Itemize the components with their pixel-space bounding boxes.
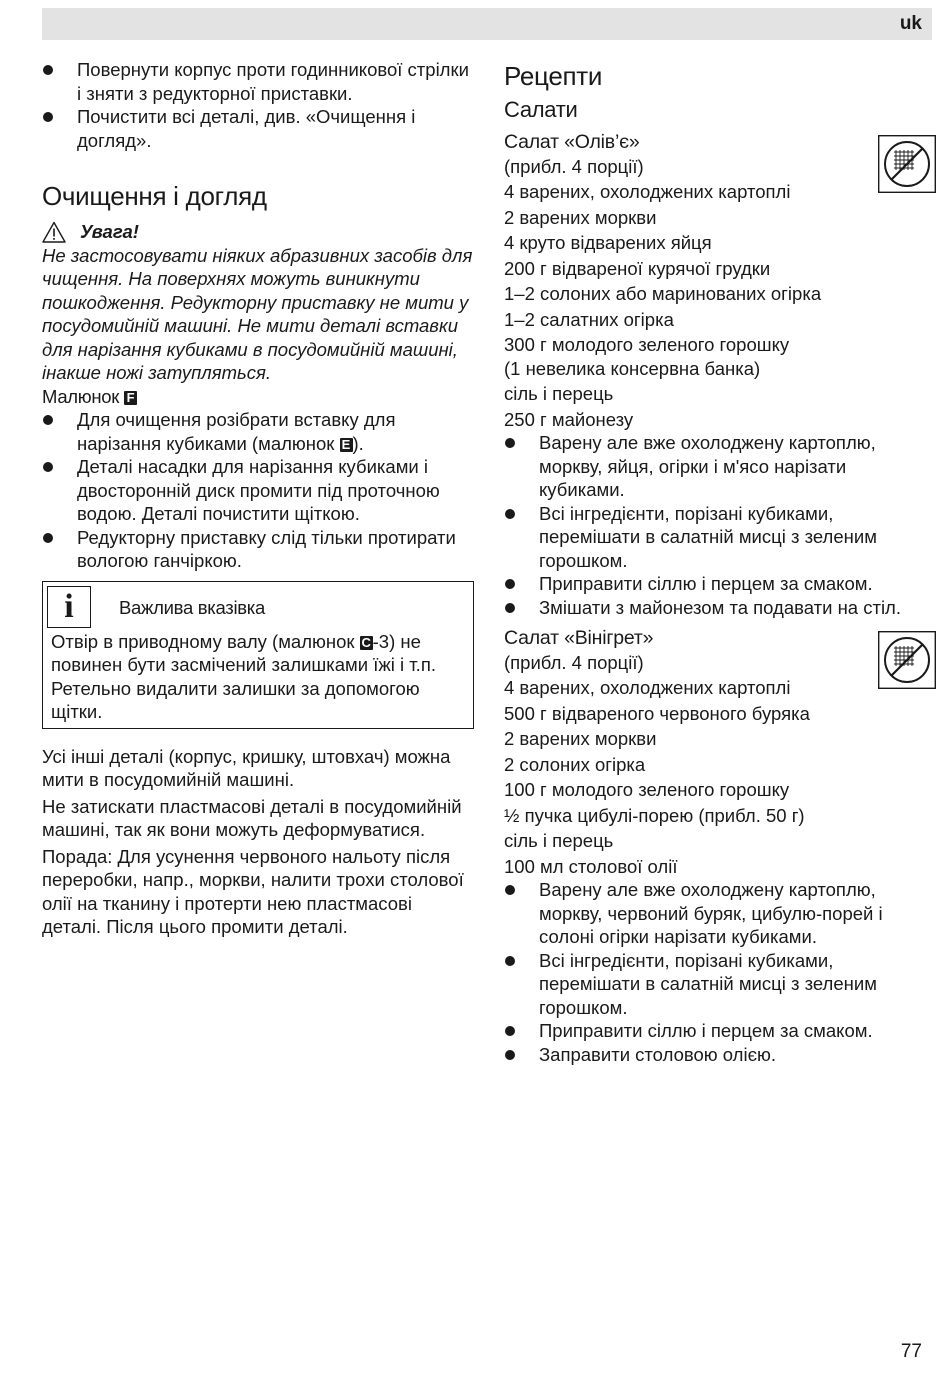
ingredient-line: (1 невелика консервна банка) xyxy=(504,357,761,379)
tip-paragraph xyxy=(42,845,474,939)
ingredient-line: 4 варених, охолоджених картоплі xyxy=(504,677,791,698)
important-note-text xyxy=(51,630,465,724)
figure-key-badge: E xyxy=(340,438,353,452)
list-item: Всі інгредієнти, порізані кубиками, перемішати в салатній мисці з зеленим горошком. xyxy=(504,502,936,573)
ingredient-line: 1–2 солоних або маринованих огірка xyxy=(504,283,822,304)
info-icon: i xyxy=(47,586,91,628)
salad-olivier-steps xyxy=(504,431,936,619)
language-code: uk xyxy=(899,13,922,34)
page-number: 77 xyxy=(900,1341,922,1362)
ingredient-line: 2 солоних огірка xyxy=(504,753,646,775)
ingredient-line: (прибл. 4 порції) xyxy=(504,651,644,673)
list-item xyxy=(42,408,474,455)
ingredient-line: 100 г молодого зеленого горошку xyxy=(504,779,790,800)
intro-bullet-list xyxy=(42,58,474,152)
salads-title: Салати xyxy=(504,97,578,122)
ingredient-line: 500 г відвареного червоного буряка xyxy=(504,702,810,724)
list-item: Змішати з майонезом та подавати на стіл. xyxy=(504,596,936,620)
list-item: Почистити всі деталі, див. «Очищення і догляд». xyxy=(42,105,474,152)
list-item: Повернути корпус проти годинникової стрілки і зняти з редукторної приставки. xyxy=(42,58,474,105)
no-dishwasher-icon xyxy=(878,135,936,193)
ingredient-line: 2 варених моркви xyxy=(504,728,657,749)
cleaning-bullet-list xyxy=(42,408,474,573)
tip-label: Порада: xyxy=(42,845,113,867)
important-note-header xyxy=(51,586,465,630)
ingredient-line: 300 г молодого зеленого горошку xyxy=(504,334,790,355)
salad-olivier xyxy=(504,131,936,619)
tip-text: Для усунення червоного нальоту після переробки, напр., моркви, налити трохи столової олії на тканину і протерти нею пластмасові деталі. Після цього промити деталі. xyxy=(42,845,464,937)
warning-heading xyxy=(42,220,474,244)
ingredient-line: 250 г майонезу xyxy=(504,408,634,430)
note-text: -3) не повинен бути засмічений залишками їжі і т.п. Ретельно видалити залишки за допомогою щітки. xyxy=(51,630,436,722)
ingredient-line: 2 варених моркви xyxy=(504,206,657,228)
bullet-text: Для очищення розібрати вставку для нарізання кубиками (малюнок xyxy=(77,409,396,454)
list-item: Приправити сіллю і перцем за смаком. xyxy=(504,572,936,596)
figure-label-text: Малюнок xyxy=(42,385,120,407)
salad-vinaigrette xyxy=(504,627,936,1066)
ingredient-line: ½ пучка цибулі-порею (прибл. 50 г) xyxy=(504,804,805,826)
figure-key-badge: C xyxy=(361,634,371,650)
ingredient-line: 1–2 салатних огірка xyxy=(504,308,674,330)
salad-olivier-title: Салат «Олів’є» xyxy=(504,131,640,153)
important-note-box xyxy=(42,581,474,729)
recipes-title: Рецепти xyxy=(504,61,603,91)
list-item: Заправити столовою олією. xyxy=(504,1043,936,1067)
list-item: Редукторну приставку слід тільки протирати вологою ганчіркою. xyxy=(42,526,474,573)
ingredient-line: сіль і перець xyxy=(504,383,614,404)
list-item: Варену але вже охолоджену картоплю, моркву, червоний буряк, цибулю-порей і солоні огірки нарізати кубиками. xyxy=(504,878,936,949)
note-text: Отвір в приводному валу (малюнок xyxy=(51,630,360,652)
ingredient-line: 4 круто відварених яйця xyxy=(504,232,712,253)
list-item: Всі інгредієнти, порізані кубиками, перемішати в салатній мисці з зеленим горошком. xyxy=(504,949,936,1020)
warning-triangle-icon xyxy=(42,221,66,243)
left-column xyxy=(42,58,474,939)
list-item: Деталі насадки для нарізання кубиками і двосторонній диск промити під проточною водою. Деталі почистити щіткою. xyxy=(42,455,474,526)
list-item: Приправити сіллю і перцем за смаком. xyxy=(504,1019,936,1043)
right-column xyxy=(504,58,936,1066)
salad-vinaigrette-title: Салат «Вінігрет» xyxy=(504,627,654,649)
warning-title: Увага! xyxy=(80,221,139,242)
warning-text: Не застосовувати ніяких абразивних засобів для чищення. На поверхнях можуть виникнути пошкодження. Редукторну приставку не мити у посудомийній машині. Не мити деталі вставки для нарізання кубиками в посудомийній машині, інакше ножі затупляться. xyxy=(42,244,473,383)
ingredient-line: 4 варених, охолоджених картоплі xyxy=(504,181,791,202)
header-bar xyxy=(42,8,932,40)
salad-vinaigrette-steps xyxy=(504,878,936,1066)
no-dishwasher-icon xyxy=(878,631,936,689)
clamp-paragraph: Не затискати пластмасові деталі в посудомийній машині, так як вони можуть деформуватися. xyxy=(42,795,462,840)
ingredient-line: 200 г відвареної курячої грудки xyxy=(504,257,771,279)
dishwasher-paragraph: Усі інші деталі (корпус, кришку, штовхач) можна мити в посудомийній машині. xyxy=(42,745,451,790)
ingredient-line: (прибл. 4 порції) xyxy=(504,155,644,177)
ingredient-line: 100 мл столової олії xyxy=(504,855,678,877)
cleaning-title: Очищення і догляд xyxy=(42,181,267,211)
figure-label xyxy=(42,385,474,409)
bullet-text: ). xyxy=(352,432,364,454)
figure-key-badge: F xyxy=(124,391,137,405)
important-note-title: Важлива вказівка xyxy=(119,596,266,618)
list-item: Варену але вже охолоджену картоплю, моркву, яйця, огірки і м'ясо нарізати кубиками. xyxy=(504,431,936,502)
ingredient-line: сіль і перець xyxy=(504,830,614,851)
